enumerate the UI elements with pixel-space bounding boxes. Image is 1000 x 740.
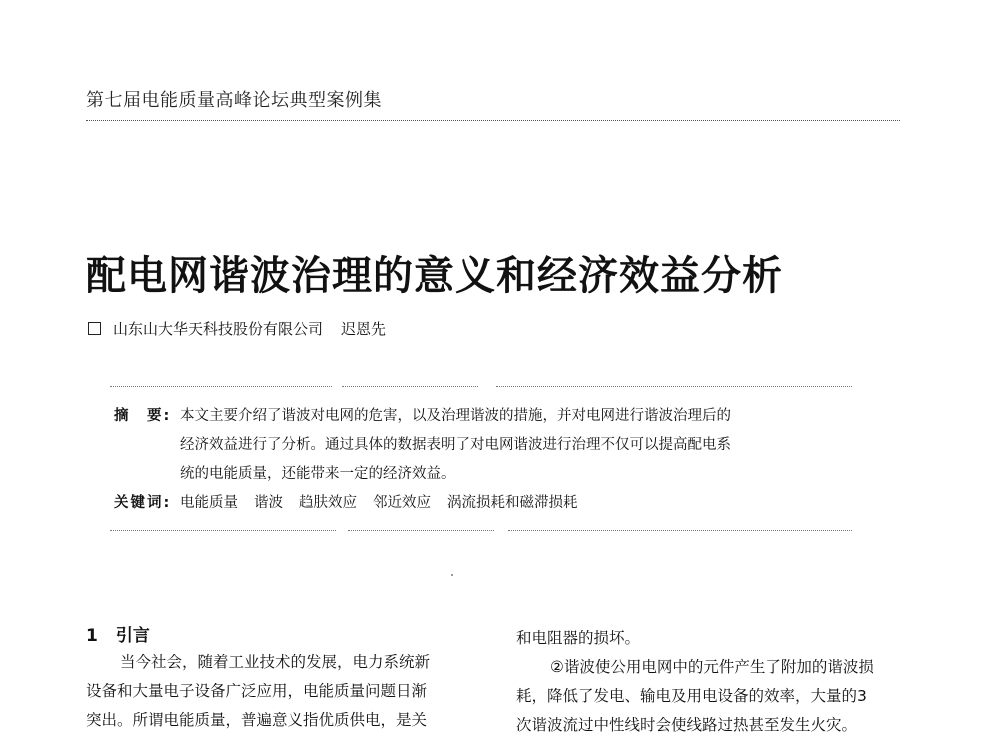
- keyword: 涡流损耗和磁滞损耗: [447, 495, 578, 511]
- abstract-line: 本文主要介绍了谐波对电网的危害，以及治理谐波的措施，并对电网进行谐波治理后的: [180, 408, 731, 424]
- author-name: 迟恩先: [341, 320, 387, 338]
- keyword: 邻近效应: [373, 495, 431, 511]
- keyword: 趋肤效应: [299, 495, 357, 511]
- section-heading: [86, 624, 486, 648]
- keywords-label: 关键词:: [114, 495, 172, 511]
- abstract-block: [114, 402, 844, 518]
- body-line: 和电阻器的损坏。: [516, 629, 641, 647]
- abstract-top-rule-left: [110, 386, 332, 387]
- abstract-bottom-rule-right: [508, 530, 852, 531]
- abstract-line: 经济效益进行了分析。通过具体的数据表明了对电网谐波进行治理不仅可以提高配电系: [180, 437, 731, 453]
- body-line: ②谐波使公用电网中的元件产生了附加的谐波损: [550, 658, 874, 676]
- abstract-top-rule-right: [496, 386, 852, 387]
- abstract-line: 统的电能质量，还能带来一定的经济效益。: [180, 466, 456, 482]
- keyword: 电能质量: [180, 495, 238, 511]
- affiliation: 山东山大华天科技股份有限公司: [113, 320, 324, 338]
- keyword: 谐波: [254, 495, 283, 511]
- abstract-row: [114, 402, 844, 431]
- body-line: 设备和大量电子设备广泛应用，电能质量问题日渐: [86, 682, 428, 700]
- section-number: 1: [86, 626, 98, 646]
- right-column: [516, 624, 916, 740]
- abstract-bottom-rule-left: [110, 530, 336, 531]
- abstract-top-rule-mid: [342, 386, 478, 387]
- abstract-bottom-rule-mid: [348, 530, 494, 531]
- square-bullet-icon: [88, 322, 101, 335]
- left-column: [86, 624, 486, 735]
- body-line: 突出。所谓电能质量，普遍意义指优质供电，是关: [86, 711, 428, 729]
- abstract-label: 摘 要:: [114, 408, 172, 424]
- body-line: 次谐波流过中性线时会使线路过热甚至发生火灾。: [516, 716, 858, 734]
- keywords-row: [114, 489, 844, 518]
- running-header: 第七届电能质量高峰论坛典型案例集: [86, 90, 382, 111]
- body-line: 耗，降低了发电、输电及用电设备的效率，大量的3: [516, 687, 867, 705]
- page-mark: [451, 574, 453, 576]
- section-title: 引言: [115, 626, 150, 646]
- header-divider: [86, 120, 900, 121]
- paper-title: 配电网谐波治理的意义和经济效益分析: [86, 253, 783, 299]
- byline: [88, 318, 386, 339]
- body-line: 当今社会，随着工业技术的发展，电力系统新: [120, 653, 431, 671]
